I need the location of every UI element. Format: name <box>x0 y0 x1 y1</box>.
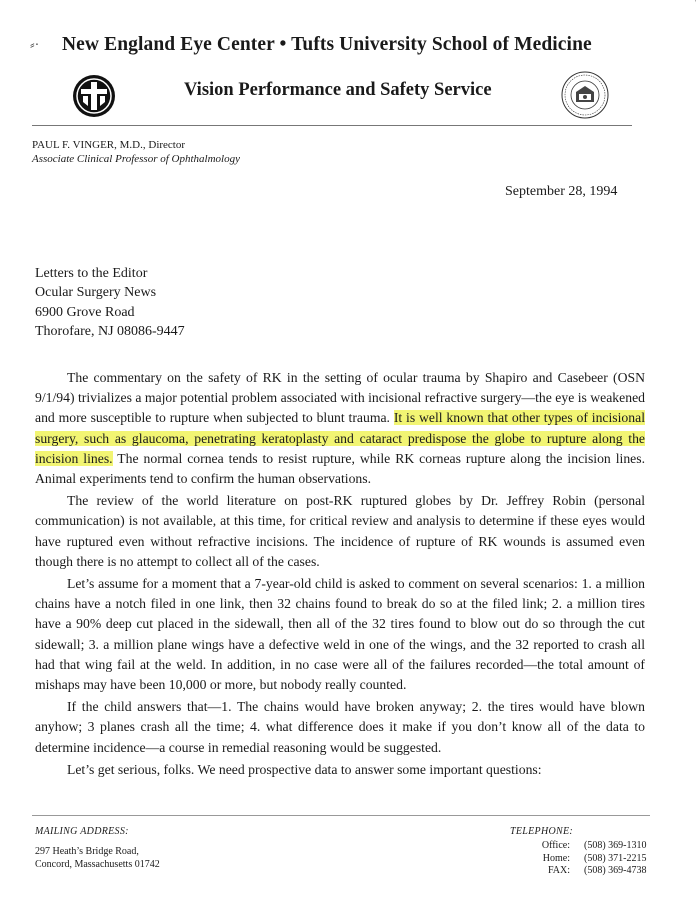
director-block <box>32 138 240 166</box>
mailing-line: 297 Heath’s Bridge Road, <box>35 846 139 857</box>
recipient-line: Thorofare, NJ 08086-9447 <box>35 323 185 339</box>
paragraph-4: If the child answers that—1. The chains would have broken anyway; 2. the tires would have blown anyhow; 3 planes crash all the time; 4. what difference does it make if you don’t know all of the data to determine incidence—a course in remedial reasoning would be suggested. <box>35 699 645 755</box>
paragraph-5: Let’s get serious, folks. We need prospective data to answer some important questions: <box>67 761 542 777</box>
recipient-line: Letters to the Editor <box>35 266 148 281</box>
recipient-line: Ocular Surgery News <box>35 285 157 301</box>
director-position: Associate Clinical Professor of Ophthalmology <box>32 153 240 165</box>
mailing-address-label: MAILING ADDRESS: <box>35 826 129 837</box>
phone-row-home <box>500 853 664 866</box>
scan-mark: ⸗· <box>30 38 40 53</box>
tufts-cross-logo-icon <box>72 74 116 118</box>
footer-rule <box>32 815 650 816</box>
recipient-line: 6900 Grove Road <box>35 304 135 320</box>
university-seal-icon <box>560 70 610 120</box>
phone-number: (508) 369-4738 <box>584 865 647 876</box>
mailing-line: Concord, Massachusetts 01742 <box>35 858 160 870</box>
letterhead-rule <box>32 125 632 126</box>
mailing-address <box>35 846 160 871</box>
phone-label: Home: <box>542 852 570 864</box>
letterhead-subtitle: Vision Performance and Safety Service <box>184 80 492 100</box>
director-name: PAUL F. VINGER, M.D., Director <box>32 139 186 151</box>
telephone-label: TELEPHONE: <box>510 826 573 837</box>
phone-number: (508) 369-1310 <box>584 840 647 851</box>
phone-row-fax <box>500 865 664 878</box>
highlighted-text: It is well known that other types of incisional surgery, such as glaucoma, penetrating keratoplasty and cataract predispose the globe to rupture along the incision lines. <box>35 410 645 466</box>
paragraph-1: The commentary on the safety of RK in the setting of ocular trauma by Shapiro and Casebeer (OSN 9/1/94) trivializes a major potential problem associated with incisional refractive surgery—the eye is weakened and more susceptible to rupture when subjected to blunt trauma. It is well known that other types of incisional surgery, such as glaucoma, penetrating keratoplasty and cataract predispose the globe to rupture along the incision lines. The normal cornea tends to resist rupture, while RK corneas rupture along the incision lines. Animal experiments tend to confirm the human observations. <box>35 370 645 487</box>
paragraph-3: Let’s assume for a moment that a 7-year-old child is asked to comment on several scenarios: 1. a million chains have a notch filed in one link, then 32 chains found to break do so at the filed link; 2. a million tires have a 90% deep cut placed in the sidewall, then all of the 32 tires found to blow out do so through the cut sidewall; 3. a million plane wings have a defective weld in one of the wings, and the 32 reported to crash all had that wing fail at the weld. In addition, in no case were all of the failures recorded—the total amount of mishaps may have been 10,000 or more, but nobody really counted. <box>35 576 645 693</box>
phone-number: (508) 371-2215 <box>584 852 647 864</box>
phone-label: FAX: <box>547 865 570 876</box>
paragraph-2: The review of the world literature on post-RK ruptured globes by Dr. Jeffrey Robin (personal communication) is not available, at this time, for critical review and analysis to determine if these eyes would have ruptured even without refractive incisions. The incidence of rupture of RK wounds is assumed even though there is no attempt to collect all of the cases. <box>35 493 645 569</box>
phone-row-office <box>500 840 664 853</box>
letterhead-title: New England Eye Center • Tufts University School of Medicine <box>62 34 592 55</box>
phone-label: Office: <box>541 840 570 851</box>
letter-date: September 28, 1994 <box>505 184 618 199</box>
recipient-address <box>35 264 185 341</box>
telephone-list <box>500 840 664 878</box>
letter-body <box>35 368 645 782</box>
